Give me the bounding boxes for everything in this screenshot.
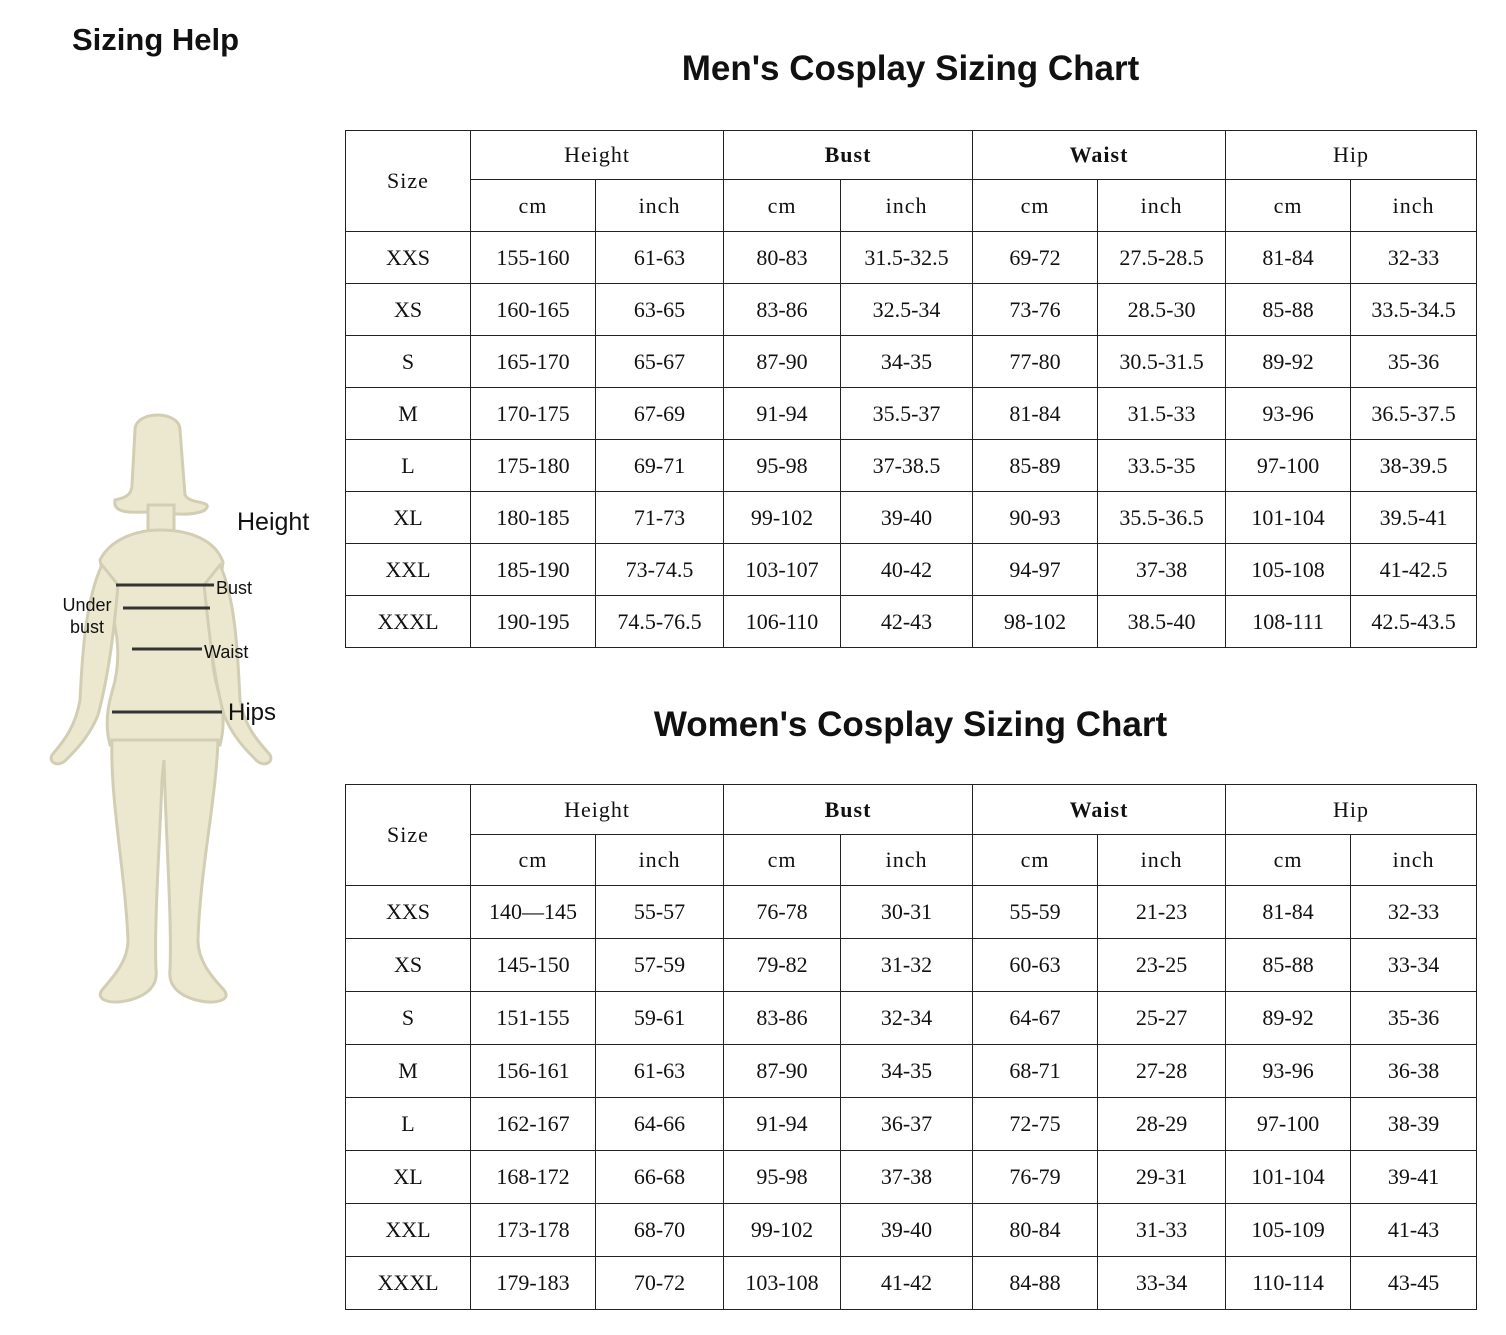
cell-waist-cm: 80-84 xyxy=(973,1204,1098,1257)
cell-hip-inch: 32-33 xyxy=(1351,232,1477,284)
cell-waist-cm: 60-63 xyxy=(973,939,1098,992)
header-unit-cm: cm xyxy=(1226,180,1351,232)
cell-height-cm: 155-160 xyxy=(471,232,596,284)
women-chart-title: Women's Cosplay Sizing Chart xyxy=(653,705,1168,744)
cell-bust-inch: 40-42 xyxy=(841,544,973,596)
cell-waist-inch: 28-29 xyxy=(1098,1098,1226,1151)
cell-bust-inch: 34-35 xyxy=(841,336,973,388)
header-unit-inch: inch xyxy=(596,180,724,232)
cell-bust-inch: 34-35 xyxy=(841,1045,973,1098)
table-row xyxy=(346,336,1477,388)
cell-waist-cm: 55-59 xyxy=(973,886,1098,939)
cell-height-cm: 179-183 xyxy=(471,1257,596,1310)
cell-waist-cm: 85-89 xyxy=(973,440,1098,492)
table-row xyxy=(346,1151,1477,1204)
label-hips: Hips xyxy=(228,699,277,726)
cell-height-inch: 67-69 xyxy=(596,388,724,440)
cell-hip-cm: 108-111 xyxy=(1226,596,1351,648)
cell-height-inch: 66-68 xyxy=(596,1151,724,1204)
body-measurement-figure xyxy=(40,400,330,1050)
cell-size: XXXL xyxy=(346,596,471,648)
cell-height-cm: 168-172 xyxy=(471,1151,596,1204)
cell-waist-cm: 90-93 xyxy=(973,492,1098,544)
cell-height-cm: 156-161 xyxy=(471,1045,596,1098)
cell-size: XXS xyxy=(346,886,471,939)
cell-bust-cm: 79-82 xyxy=(724,939,841,992)
label-bust: Bust xyxy=(216,578,253,598)
cell-bust-inch: 32.5-34 xyxy=(841,284,973,336)
cell-bust-cm: 103-107 xyxy=(724,544,841,596)
cell-hip-cm: 93-96 xyxy=(1226,1045,1351,1098)
cell-waist-cm: 98-102 xyxy=(973,596,1098,648)
table-row xyxy=(346,886,1477,939)
cell-height-inch: 65-67 xyxy=(596,336,724,388)
cell-height-inch: 70-72 xyxy=(596,1257,724,1310)
cell-hip-cm: 105-109 xyxy=(1226,1204,1351,1257)
cell-height-cm: 190-195 xyxy=(471,596,596,648)
cell-waist-inch: 23-25 xyxy=(1098,939,1226,992)
cell-bust-cm: 95-98 xyxy=(724,1151,841,1204)
header-unit-inch: inch xyxy=(841,180,973,232)
cell-hip-cm: 101-104 xyxy=(1226,492,1351,544)
cell-hip-inch: 39-41 xyxy=(1351,1151,1477,1204)
page-heading: Sizing Help xyxy=(72,22,240,57)
women-table-body xyxy=(346,886,1477,1310)
cell-bust-inch: 36-37 xyxy=(841,1098,973,1151)
header-bust: Bust xyxy=(724,785,973,835)
cell-height-inch: 59-61 xyxy=(596,992,724,1045)
cell-hip-cm: 110-114 xyxy=(1226,1257,1351,1310)
header-hip: Hip xyxy=(1226,785,1477,835)
cell-size: S xyxy=(346,336,471,388)
table-row xyxy=(346,992,1477,1045)
cell-bust-inch: 37-38 xyxy=(841,1151,973,1204)
cell-bust-cm: 83-86 xyxy=(724,284,841,336)
table-row xyxy=(346,596,1477,648)
cell-hip-inch: 32-33 xyxy=(1351,886,1477,939)
cell-waist-inch: 31-33 xyxy=(1098,1204,1226,1257)
men-chart-title: Men's Cosplay Sizing Chart xyxy=(681,49,1140,88)
cell-hip-inch: 38-39.5 xyxy=(1351,440,1477,492)
cell-waist-cm: 64-67 xyxy=(973,992,1098,1045)
cell-hip-inch: 41-42.5 xyxy=(1351,544,1477,596)
cell-hip-inch: 38-39 xyxy=(1351,1098,1477,1151)
cell-waist-inch: 29-31 xyxy=(1098,1151,1226,1204)
cell-bust-cm: 76-78 xyxy=(724,886,841,939)
cell-waist-cm: 72-75 xyxy=(973,1098,1098,1151)
cell-height-cm: 173-178 xyxy=(471,1204,596,1257)
cell-waist-inch: 30.5-31.5 xyxy=(1098,336,1226,388)
label-waist: Waist xyxy=(204,642,249,662)
header-unit-inch: inch xyxy=(1098,835,1226,886)
cell-bust-inch: 35.5-37 xyxy=(841,388,973,440)
cell-waist-inch: 21-23 xyxy=(1098,886,1226,939)
table-row xyxy=(346,1045,1477,1098)
cell-height-cm: 175-180 xyxy=(471,440,596,492)
cell-size: L xyxy=(346,1098,471,1151)
header-unit-cm: cm xyxy=(973,180,1098,232)
cell-height-inch: 61-63 xyxy=(596,232,724,284)
cell-hip-cm: 97-100 xyxy=(1226,440,1351,492)
cell-hip-inch: 36.5-37.5 xyxy=(1351,388,1477,440)
cell-bust-cm: 80-83 xyxy=(724,232,841,284)
cell-bust-cm: 87-90 xyxy=(724,336,841,388)
table-row xyxy=(346,1257,1477,1310)
cell-hip-cm: 97-100 xyxy=(1226,1098,1351,1151)
cell-bust-inch: 31.5-32.5 xyxy=(841,232,973,284)
header-unit-inch: inch xyxy=(1351,180,1477,232)
header-unit-cm: cm xyxy=(471,835,596,886)
header-unit-inch: inch xyxy=(1351,835,1477,886)
cell-height-inch: 55-57 xyxy=(596,886,724,939)
cell-bust-inch: 32-34 xyxy=(841,992,973,1045)
cell-hip-inch: 35-36 xyxy=(1351,992,1477,1045)
header-unit-cm: cm xyxy=(973,835,1098,886)
table-row xyxy=(346,440,1477,492)
cell-waist-cm: 73-76 xyxy=(973,284,1098,336)
header-height: Height xyxy=(471,131,724,180)
header-unit-inch: inch xyxy=(1098,180,1226,232)
cell-size: L xyxy=(346,440,471,492)
cell-height-cm: 140—145 xyxy=(471,886,596,939)
cell-height-cm: 162-167 xyxy=(471,1098,596,1151)
label-under-bust: Under bust xyxy=(62,595,112,637)
men-size-table xyxy=(345,130,1477,648)
header-size: Size xyxy=(346,785,471,886)
cell-hip-cm: 81-84 xyxy=(1226,886,1351,939)
cell-bust-cm: 87-90 xyxy=(724,1045,841,1098)
header-unit-cm: cm xyxy=(724,180,841,232)
cell-waist-inch: 35.5-36.5 xyxy=(1098,492,1226,544)
cell-hip-inch: 39.5-41 xyxy=(1351,492,1477,544)
cell-height-cm: 185-190 xyxy=(471,544,596,596)
header-height: Height xyxy=(471,785,724,835)
cell-waist-inch: 27.5-28.5 xyxy=(1098,232,1226,284)
cell-hip-cm: 93-96 xyxy=(1226,388,1351,440)
cell-bust-inch: 31-32 xyxy=(841,939,973,992)
cell-height-cm: 170-175 xyxy=(471,388,596,440)
cell-size: XXS xyxy=(346,232,471,284)
cell-waist-inch: 33-34 xyxy=(1098,1257,1226,1310)
women-size-table xyxy=(345,784,1477,1310)
cell-bust-inch: 41-42 xyxy=(841,1257,973,1310)
cell-waist-cm: 94-97 xyxy=(973,544,1098,596)
header-unit-inch: inch xyxy=(841,835,973,886)
men-table-body xyxy=(346,232,1477,648)
cell-bust-cm: 91-94 xyxy=(724,388,841,440)
cell-waist-cm: 81-84 xyxy=(973,388,1098,440)
cell-bust-inch: 37-38.5 xyxy=(841,440,973,492)
cell-bust-inch: 30-31 xyxy=(841,886,973,939)
label-height: Height xyxy=(237,508,310,536)
cell-hip-inch: 33-34 xyxy=(1351,939,1477,992)
cell-size: XS xyxy=(346,939,471,992)
cell-waist-inch: 37-38 xyxy=(1098,544,1226,596)
cell-hip-cm: 89-92 xyxy=(1226,336,1351,388)
cell-height-inch: 68-70 xyxy=(596,1204,724,1257)
cell-height-inch: 74.5-76.5 xyxy=(596,596,724,648)
cell-hip-cm: 85-88 xyxy=(1226,284,1351,336)
header-unit-cm: cm xyxy=(724,835,841,886)
header-bust: Bust xyxy=(724,131,973,180)
cell-height-inch: 63-65 xyxy=(596,284,724,336)
cell-size: XXL xyxy=(346,544,471,596)
cell-height-cm: 180-185 xyxy=(471,492,596,544)
cell-bust-inch: 42-43 xyxy=(841,596,973,648)
cell-bust-cm: 103-108 xyxy=(724,1257,841,1310)
table-row xyxy=(346,492,1477,544)
body-silhouette-icon xyxy=(40,400,330,1050)
cell-bust-cm: 83-86 xyxy=(724,992,841,1045)
cell-waist-inch: 33.5-35 xyxy=(1098,440,1226,492)
cell-waist-inch: 38.5-40 xyxy=(1098,596,1226,648)
header-unit-cm: cm xyxy=(471,180,596,232)
cell-height-cm: 165-170 xyxy=(471,336,596,388)
cell-hip-cm: 81-84 xyxy=(1226,232,1351,284)
header-waist: Waist xyxy=(973,131,1226,180)
cell-waist-inch: 25-27 xyxy=(1098,992,1226,1045)
cell-size: XXXL xyxy=(346,1257,471,1310)
header-size: Size xyxy=(346,131,471,232)
cell-size: M xyxy=(346,388,471,440)
cell-height-inch: 57-59 xyxy=(596,939,724,992)
header-hip: Hip xyxy=(1226,131,1477,180)
cell-hip-cm: 85-88 xyxy=(1226,939,1351,992)
cell-bust-cm: 106-110 xyxy=(724,596,841,648)
cell-hip-inch: 36-38 xyxy=(1351,1045,1477,1098)
table-row xyxy=(346,1204,1477,1257)
cell-height-cm: 160-165 xyxy=(471,284,596,336)
table-row xyxy=(346,544,1477,596)
cell-hip-inch: 43-45 xyxy=(1351,1257,1477,1310)
cell-bust-cm: 99-102 xyxy=(724,1204,841,1257)
table-row xyxy=(346,939,1477,992)
table-row xyxy=(346,1098,1477,1151)
cell-waist-inch: 31.5-33 xyxy=(1098,388,1226,440)
cell-size: XS xyxy=(346,284,471,336)
cell-height-cm: 145-150 xyxy=(471,939,596,992)
header-unit-inch: inch xyxy=(596,835,724,886)
cell-hip-cm: 105-108 xyxy=(1226,544,1351,596)
cell-waist-cm: 68-71 xyxy=(973,1045,1098,1098)
header-unit-cm: cm xyxy=(1226,835,1351,886)
cell-hip-cm: 101-104 xyxy=(1226,1151,1351,1204)
cell-bust-cm: 99-102 xyxy=(724,492,841,544)
cell-size: XL xyxy=(346,492,471,544)
cell-height-inch: 69-71 xyxy=(596,440,724,492)
cell-size: XL xyxy=(346,1151,471,1204)
cell-waist-inch: 27-28 xyxy=(1098,1045,1226,1098)
cell-waist-cm: 69-72 xyxy=(973,232,1098,284)
cell-waist-inch: 28.5-30 xyxy=(1098,284,1226,336)
cell-bust-inch: 39-40 xyxy=(841,1204,973,1257)
table-row xyxy=(346,284,1477,336)
cell-hip-inch: 35-36 xyxy=(1351,336,1477,388)
cell-bust-inch: 39-40 xyxy=(841,492,973,544)
cell-hip-inch: 33.5-34.5 xyxy=(1351,284,1477,336)
cell-height-cm: 151-155 xyxy=(471,992,596,1045)
cell-bust-cm: 91-94 xyxy=(724,1098,841,1151)
cell-hip-inch: 41-43 xyxy=(1351,1204,1477,1257)
cell-height-inch: 64-66 xyxy=(596,1098,724,1151)
cell-hip-cm: 89-92 xyxy=(1226,992,1351,1045)
table-row xyxy=(346,388,1477,440)
header-waist: Waist xyxy=(973,785,1226,835)
cell-hip-inch: 42.5-43.5 xyxy=(1351,596,1477,648)
cell-waist-cm: 76-79 xyxy=(973,1151,1098,1204)
cell-height-inch: 61-63 xyxy=(596,1045,724,1098)
cell-bust-cm: 95-98 xyxy=(724,440,841,492)
cell-waist-cm: 84-88 xyxy=(973,1257,1098,1310)
cell-size: S xyxy=(346,992,471,1045)
cell-size: XXL xyxy=(346,1204,471,1257)
cell-height-inch: 73-74.5 xyxy=(596,544,724,596)
cell-height-inch: 71-73 xyxy=(596,492,724,544)
cell-size: M xyxy=(346,1045,471,1098)
cell-waist-cm: 77-80 xyxy=(973,336,1098,388)
table-row xyxy=(346,232,1477,284)
